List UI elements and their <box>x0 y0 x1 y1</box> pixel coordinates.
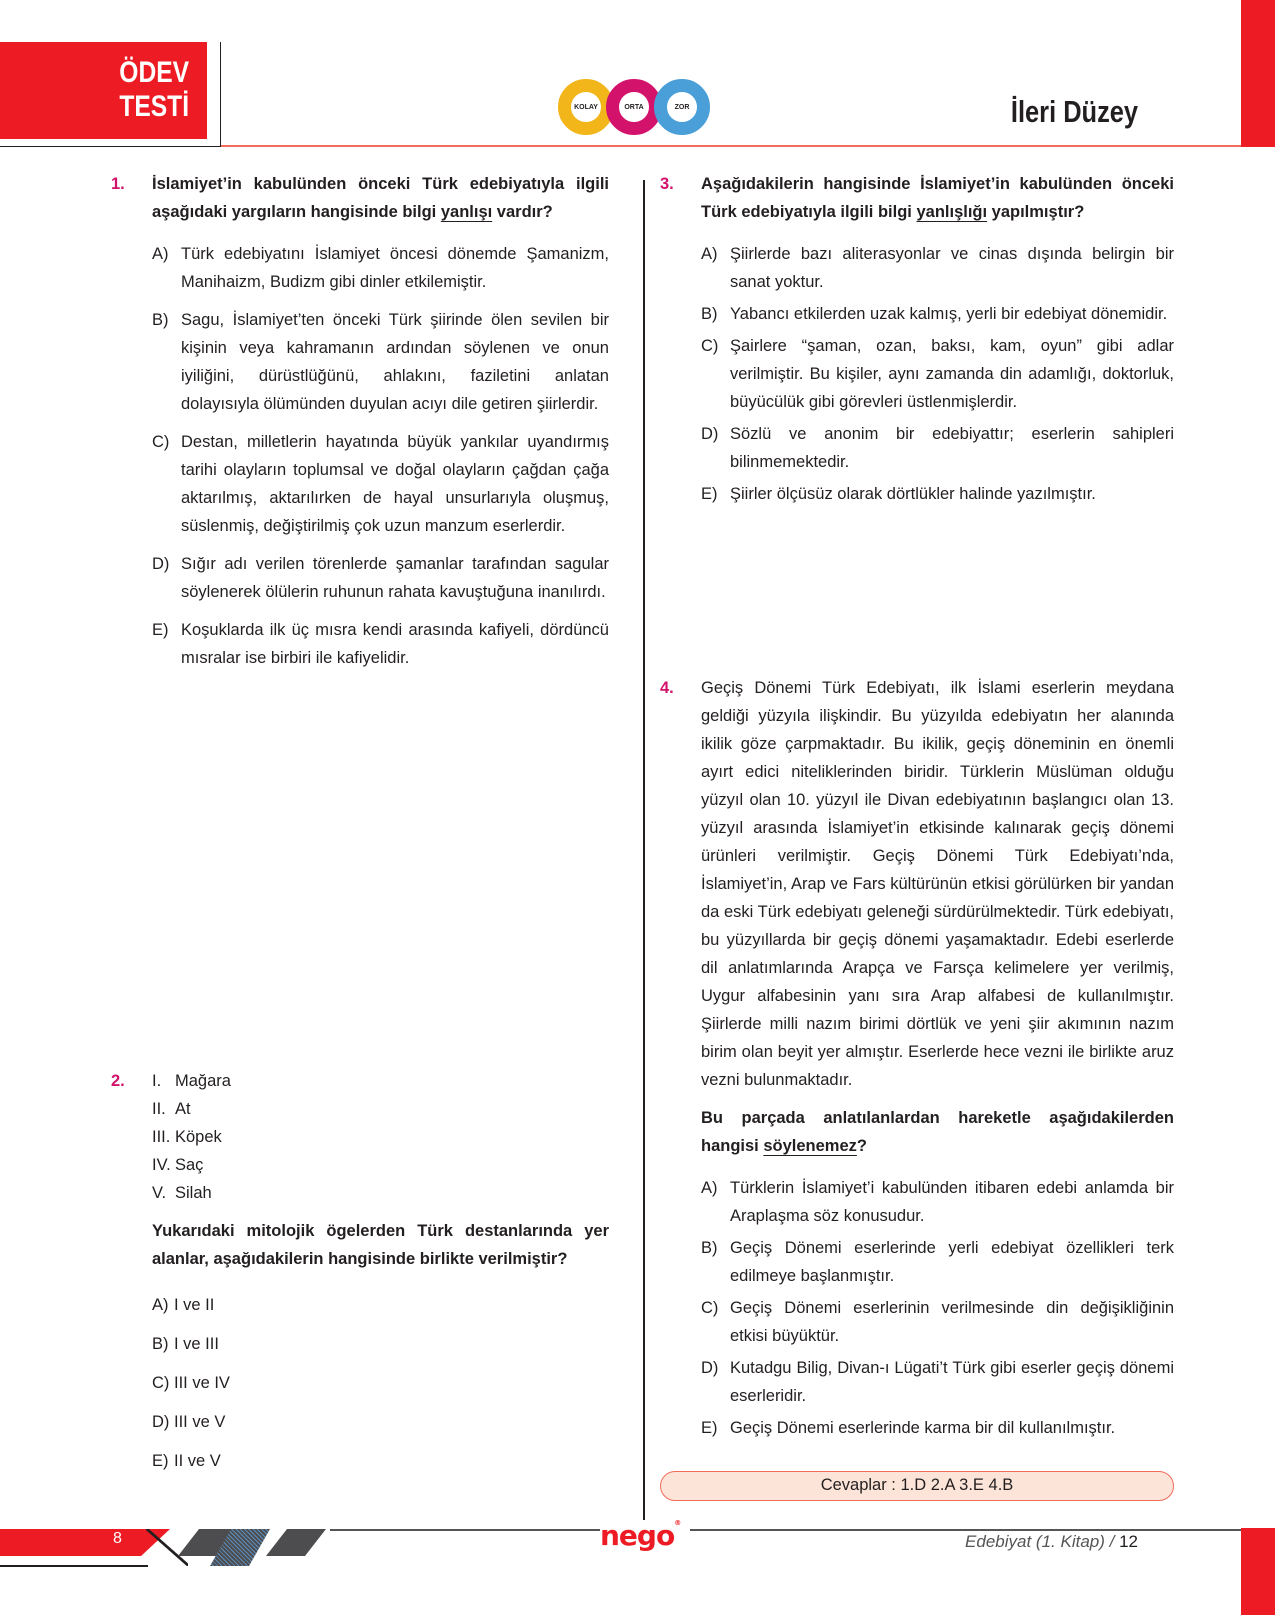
item-2: II. At <box>152 1100 191 1118</box>
right-edge-band-top <box>1241 0 1275 147</box>
difficulty-hard-ring: ZOR <box>654 79 710 135</box>
book-page-number: 12 <box>1119 1532 1138 1551</box>
footer-rule-right <box>690 1529 1241 1531</box>
option-e[interactable]: E) Geçiş Dönemi eserlerinde karma bir dil kullanılmıştır. <box>701 1419 1116 1437</box>
question-2 <box>111 1067 609 1475</box>
question-number: 4. <box>660 679 674 697</box>
question-number: 1. <box>111 175 125 193</box>
difficulty-easy-ring: KOLAY <box>558 79 614 135</box>
option-b[interactable]: B) Sagu, İslamiyet’ten önceki Türk şiirinde ölen sevilen bir kişinin veya kahramanın ardından söylenen ve onun iyiliğini, dürüstlüğünü, ahlakını, faziletini anlatan dolayısıyla ölümünden duyulan acıyı dile getiren şiirlerdir. <box>152 311 609 413</box>
question-1 <box>111 170 609 672</box>
footer-rule-left <box>330 1529 600 1531</box>
option-c[interactable]: C) Destan, milletlerin hayatında büyük yankılar uyandırmış tarihi olayların toplumsal ve doğal olayların çağdan çağa aktarılmış, aktarılırken de hayal unsurlarıyla oluşmuş, süslenmiş, değiştirilmiş çok uzun manzum eserlerdir. <box>152 433 609 535</box>
answer-key: Cevaplar : 1.D 2.A 3.E 4.B <box>660 1471 1174 1501</box>
option-b[interactable]: B) Yabancı etkilerden uzak kalmış, yerli bir edebiyat dönemidir. <box>701 305 1168 323</box>
right-edge-band-bottom <box>1241 1528 1275 1615</box>
difficulty-medium-ring: ORTA <box>606 79 662 135</box>
question-stem: Aşağıdakilerin hangisinde İslamiyet’in kabulünden önceki Türk edebiyatıyla ilgili bilgi yanlışlığı yapılmıştır? <box>701 175 1174 221</box>
page-number: 8 <box>113 1530 122 1547</box>
difficulty-indicator <box>558 79 718 135</box>
option-d[interactable]: D) Sığır adı verilen törenlerde şamanlar tarafından sagular söylenerek ölülerin ruhunun rahata kavuştuğuna inanılırdı. <box>152 555 609 601</box>
item-4: IV. Saç <box>152 1156 204 1174</box>
item-3: III. Köpek <box>152 1128 222 1146</box>
question-stem: İslamiyet’in kabulünden önceki Türk edebiyatıyla ilgili aşağıdaki yargıların hangisinde bilgi yanlışı vardır? <box>152 175 609 221</box>
option-b[interactable]: B) Geçiş Dönemi eserlerinde yerli edebiyat özellikleri terk edilmeye başlanmıştır. <box>701 1239 1174 1285</box>
option-d[interactable]: D) Kutadgu Bilig, Divan-ı Lügati’t Türk gibi eserler geçiş dönemi eserleridir. <box>701 1359 1174 1405</box>
option-e[interactable]: E) Şiirler ölçüsüz olarak dörtlükler halinde yazılmıştır. <box>701 485 1096 503</box>
option-d[interactable]: D) Sözlü ve anonim bir edebiyattır; eserlerin sahipleri bilinmemektedir. <box>701 425 1174 471</box>
question-4 <box>660 674 1174 1442</box>
option-e[interactable]: E) Koşuklarda ilk üç mısra kendi arasında kafiyeli, dördüncü mısralar ise birbiri ile kafiyelidir. <box>152 621 609 667</box>
question-3 <box>660 170 1174 508</box>
option-a[interactable]: A) Şiirlerde bazı aliterasyonlar ve cinas dışında belirgin bir sanat yoktur. <box>701 245 1174 291</box>
question-number: 2. <box>111 1072 125 1090</box>
question-number: 3. <box>660 175 674 193</box>
item-5: V. Silah <box>152 1184 212 1202</box>
option-a[interactable]: A) Türk edebiyatını İslamiyet öncesi dönemde Şamanizm, Manihaizm, Budizm gibi dinler etkilemiştir. <box>152 245 609 291</box>
option-e[interactable]: E) II ve V <box>152 1452 221 1470</box>
header-divider <box>221 145 1245 147</box>
footer-stripe-3 <box>266 1529 326 1556</box>
option-a[interactable]: A) I ve II <box>152 1296 215 1314</box>
footer-page-tab <box>0 1529 170 1556</box>
question-stem: Bu parçada anlatılanlardan hareketle aşağıdakilerden hangisi söylenemez? <box>701 1109 1174 1155</box>
badge-title: ÖDEV TESTİ <box>119 56 189 123</box>
item-1: I. Mağara <box>152 1072 231 1090</box>
option-b[interactable]: B) I ve III <box>152 1335 219 1353</box>
test-badge <box>0 42 213 139</box>
book-label: Edebiyat (1. Kitap) / 12 <box>965 1532 1138 1551</box>
level-title: İleri Düzey <box>1010 94 1138 129</box>
option-d[interactable]: D) III ve V <box>152 1413 226 1431</box>
column-divider <box>643 180 645 1520</box>
question-stem: Yukarıdaki mitolojik ögelerden Türk destanlarında yer alanlar, aşağıdakilerin hangisinde birlikte verilmiştir? <box>152 1222 609 1268</box>
footer-underline <box>0 1565 148 1567</box>
option-c[interactable]: C) Geçiş Dönemi eserlerinin verilmesinde din değişikliğinin etkisi büyüktür. <box>701 1299 1174 1345</box>
footer-diagonal-line <box>146 1529 188 1566</box>
option-a[interactable]: A) Türklerin İslamiyet’i kabulünden itibaren edebi anlamda bir Araplaşma söz konusudur. <box>701 1179 1174 1225</box>
option-c[interactable]: C) III ve IV <box>152 1374 230 1392</box>
reading-passage: Geçiş Dönemi Türk Edebiyatı, ilk İslami eserlerin meydana geldiği yüzyıla ilişkindir. Bu yüzyılda edebiyatın her alanında ikilik göze çarpmaktadır. Bu ikilik, geçiş döneminin en önemli ayırt edici niteliklerinden biridir. Türklerin Müslüman olduğu yüzyıl olan 10. yüzyıl ile Divan edebiyatının başlangıcı olan 13. yüzyıl arasında İslamiyet’in etkisinde kalınarak geçiş dönemi ürünleri verilmiştir. Geçiş Dönemi Türk Edebiyatı’nda, İslamiyet’in, Arap ve Fars kültürünün etkisi görülürken bir yandan da eski Türk edebiyatı geleneği sürdürülmektedir. Türk edebiyatı, bu yüzyıllarda bir geçiş dönemi yaşamaktadır. Edebi eserlerde dil anlatımlarında Arapça ve Farsça kelimelere yer verilmiş, Uygur alfabesinin yanı sıra Arap alfabesi de kullanılmıştır. Şiirlerde milli nazım birimi dörtlük ve yeni şiir akımının nazım birim olan beyit yer almıştır. Eserlerde hece vezni ile birlikte aruz vezni bulunmaktadır. <box>701 679 1174 1089</box>
publisher-logo: nego® <box>600 1519 681 1552</box>
option-c[interactable]: C) Şairlere “şaman, ozan, baksı, kam, oyun” gibi adlar verilmiştir. Bu kişiler, aynı zamanda din adamlığı, doktorluk, büyücülük gibi görevleri üstlenmişlerdir. <box>701 337 1174 411</box>
